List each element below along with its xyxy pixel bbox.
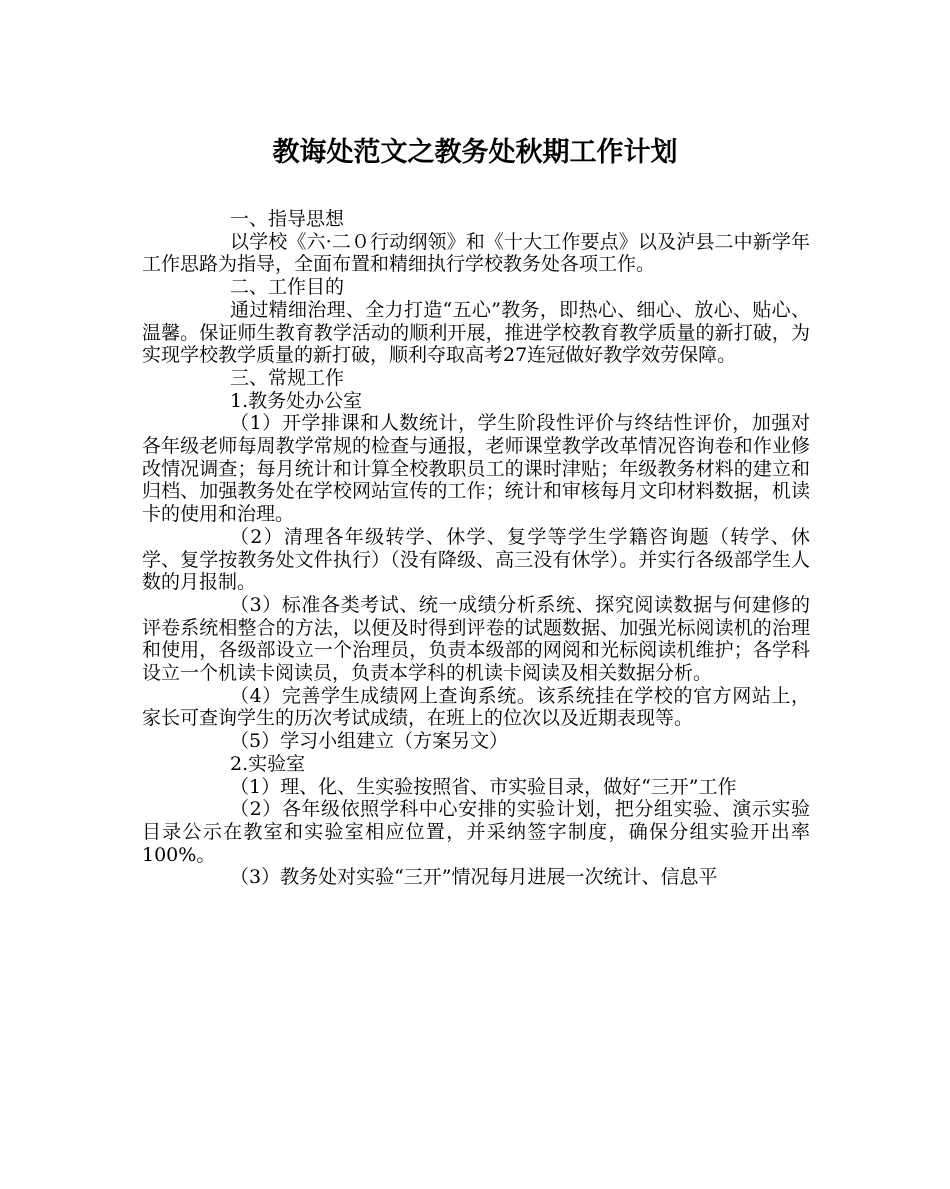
section-heading: 三、常规工作 [230, 366, 345, 389]
paragraph: （4）完善学生成绩网上查询系统。该系统挂在学校的官方网站上，家长可查询学生的历次考试成绩，在班上的位次以及近期表现等。 [142, 684, 810, 730]
paragraph: （2）各年级依照学科中心安排的实验计划，把分组实验、演示实验目录公示在教室和实验室相应位置，并采纳签字制度，确保分组实验开出率100%。 [142, 798, 810, 866]
paragraph: 通过精细治理、全力打造“五心”教务，即热心、细心、放心、贴心、温馨。保证师生教育教学活动的顺利开展，推进学校教育教学质量的新打破，为实现学校教学质量的新打破，顺利夺取高考27连冠做好教学效劳保障。 [142, 298, 810, 367]
paragraph: （2）清理各年级转学、休学、复学等学生学籍咨询题（转学、休学、复学按教务处文件执行）（没有降级、高三没有休学）。并实行各级部学生人数的月报制。 [142, 525, 810, 594]
document-body [142, 208, 810, 889]
paragraph: （1）开学排课和人数统计，学生阶段性评价与终结性评价，加强对各年级老师每周教学常规的检查与通报，老师课堂教学改革情况咨询卷和作业修改情况调查；每月统计和计算全校教职员工的课时津贴；年级教务材料的建立和归档、加强教务处在学校网站宣传的工作；统计和审核每月文印材料数据，机读卡的使用和治理。 [142, 412, 810, 526]
section-heading: 二、工作目的 [230, 276, 345, 299]
paragraph: （3）教务处对实验“三开”情况每月进展一次统计、信息平 [230, 866, 718, 889]
paragraph: （5）学习小组建立（方案另文） [230, 730, 509, 753]
document-title: 教诲处范文之教务处秋期工作计划 [272, 137, 678, 168]
subsection-heading: 2.实验室 [230, 752, 306, 775]
section-heading: 一、指导思想 [230, 208, 345, 230]
paragraph: （3）标准各类考试、统一成绩分析系统、探究阅读数据与何建修的评卷系统相整合的方法，以便及时得到评卷的试题数据、加强光标阅读机的治理和使用，各级部设立一个治理员，负责本级部的网阅和光标阅读机维护；各学科设立一个机读卡阅读员，负责本学科的机读卡阅读及相关数据分析。 [142, 593, 810, 685]
subsection-heading: 1.教务处办公室 [230, 389, 363, 412]
paragraph: （1）理、化、生实验按照省、市实验目录，做好“三开”工作 [230, 775, 737, 798]
paragraph: 以学校《六·二０行动纲领》和《十大工作要点》以及泸县二中新学年工作思路为指导，全面布置和精细执行学校教务处各项工作。 [142, 230, 810, 276]
